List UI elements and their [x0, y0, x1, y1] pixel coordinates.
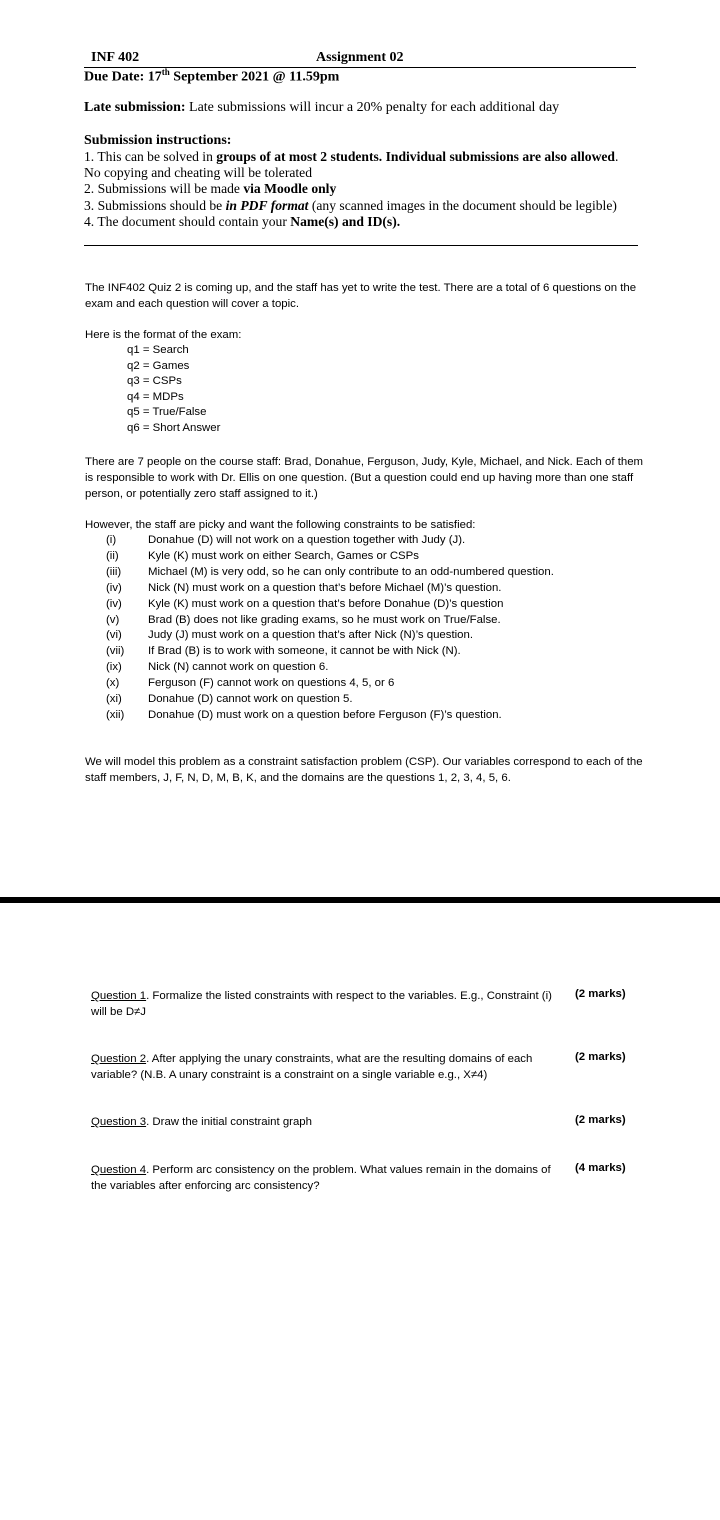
constraint-text: Kyle (K) must work on either Search, Games or CSPs	[148, 549, 419, 562]
section-rule	[84, 245, 638, 246]
constraint-text: Nick (N) cannot work on question 6.	[148, 661, 329, 674]
constraint-item	[106, 628, 554, 644]
constraint-text: Kyle (K) must work on a question that’s before Donahue (D)’s question	[148, 597, 504, 610]
course-code: INF 402	[91, 50, 140, 65]
due-date	[84, 67, 339, 86]
instruction-4-a: 4. The document should contain your	[84, 213, 291, 229]
constraint-number: (i)	[106, 534, 117, 546]
staff-paragraph: There are 7 people on the course staff: Brad, Donahue, Ferguson, Judy, Kyle, Michael, and Nick. Each of them is responsible to work with Dr. Ellis on one question. (But a question could end up having more than one staff person, or potentially zero staff assigned to it.)	[85, 456, 644, 500]
constraint-item	[106, 613, 554, 629]
question-text: . Perform arc consistency on the problem. What values remain in the domains of the variables after enforcing arc consistency?	[91, 1164, 551, 1192]
constraint-item	[106, 597, 554, 613]
late-submission-note	[84, 100, 559, 116]
constraint-text: Ferguson (F) cannot work on questions 4, 5, or 6	[148, 677, 395, 690]
constraint-item	[106, 644, 554, 660]
question-1	[91, 988, 561, 1020]
constraint-number: (xii)	[106, 708, 125, 721]
due-date-sup: th	[161, 67, 170, 77]
instruction-no-copying: No copying and cheating will be tolerated	[84, 165, 313, 181]
question-2-marks: (2 marks)	[575, 1051, 626, 1063]
instruction-1	[84, 149, 640, 165]
question-3-marks: (2 marks)	[575, 1114, 626, 1126]
format-list	[127, 343, 220, 437]
instruction-2-b: via Moodle only	[243, 181, 337, 197]
format-item: q2 = Games	[127, 359, 190, 372]
document-header	[84, 50, 636, 68]
instruction-4	[84, 214, 640, 230]
question-text: . After applying the unary constraints, what are the resulting domains of each variable? (N.B. A unary constraint is a constraint on a single variable e.g., X≠4)	[91, 1053, 533, 1081]
constraint-text: Judy (J) must work on a question that’s after Nick (N)’s question.	[148, 629, 473, 642]
instruction-3-c: (any scanned images in the document should be legible)	[308, 197, 617, 213]
instruction-1-a: 1. This can be solved in	[84, 149, 217, 164]
constraint-item	[106, 660, 554, 676]
question-title: Question 4	[91, 1164, 147, 1176]
constraint-number: (x)	[106, 677, 120, 690]
constraint-number: (iii)	[106, 565, 122, 578]
due-date-suffix: September 2021 @ 11.59pm	[169, 69, 340, 85]
instruction-2-a: 2. Submissions will be made	[84, 181, 244, 197]
model-paragraph: We will model this problem as a constraint satisfaction problem (CSP). Our variables correspond to each of the staff members, J, F, N, D, M, B, K, and the domains are the questions 1, 2, 3, 4, 5, 6.	[85, 756, 643, 784]
constraint-item	[106, 549, 554, 565]
format-item: q6 = Short Answer	[127, 421, 221, 434]
late-submission-label: Late submission:	[84, 100, 186, 115]
constraint-text: Donahue (D) must work on a question before Ferguson (F)’s question.	[148, 708, 502, 721]
instruction-1-b: groups of at most 2 students. Individual submissions are also allowed	[216, 149, 615, 164]
constraint-item	[106, 708, 554, 724]
constraint-item	[106, 676, 554, 692]
constraint-text: Donahue (D) will not work on a question together with Judy (J).	[148, 534, 466, 546]
instruction-3	[84, 198, 640, 214]
intro-paragraph: The INF402 Quiz 2 is coming up, and the staff has yet to write the test. There are a total of 6 questions on the exam and each question will cover a topic.	[85, 282, 637, 310]
constraint-number: (xi)	[106, 693, 122, 706]
instruction-4-b: Name(s) and ID(s).	[290, 213, 401, 229]
constraint-number: (ix)	[106, 661, 122, 674]
format-label: Here is the format of the exam:	[85, 329, 242, 341]
instruction-3-a: 3. Submissions should be	[84, 197, 226, 213]
submission-title: Submission instructions:	[84, 133, 232, 148]
question-4	[91, 1162, 561, 1194]
constraints-list	[106, 533, 554, 724]
constraint-number: (ii)	[106, 549, 119, 562]
constraint-text: If Brad (B) is to work with someone, it cannot be with Nick (N).	[148, 645, 461, 658]
question-3	[91, 1114, 561, 1130]
question-text: . Draw the initial constraint graph	[146, 1116, 312, 1128]
constraint-number: (v)	[106, 613, 120, 626]
assignment-title: Assignment 02	[316, 50, 404, 65]
question-4-marks: (4 marks)	[575, 1162, 626, 1174]
question-text: . Formalize the listed constraints with respect to the variables. E.g., Constraint (i) will be D≠J	[91, 990, 552, 1018]
question-1-marks: (2 marks)	[575, 988, 626, 1000]
late-submission-text: Late submissions will incur a 20% penalty for each additional day	[185, 100, 560, 115]
due-date-prefix: Due Date: 17	[84, 69, 162, 85]
format-item: q5 = True/False	[127, 406, 207, 419]
instruction-2	[84, 181, 640, 197]
constraint-number: (vi)	[106, 629, 122, 642]
constraint-number: (iv)	[106, 581, 122, 594]
question-title: Question 3	[91, 1116, 147, 1128]
question-title: Question 1	[91, 990, 147, 1002]
format-item: q1 = Search	[127, 344, 189, 356]
question-title: Question 2	[91, 1053, 147, 1065]
constraint-item	[106, 533, 554, 549]
constraint-item	[106, 692, 554, 708]
format-item: q4 = MDPs	[127, 390, 184, 403]
constraint-text: Brad (B) does not like grading exams, so he must work on True/False.	[148, 613, 501, 626]
submission-instructions	[84, 149, 640, 230]
constraint-number: (iv)	[106, 597, 122, 610]
constraints-label: However, the staff are picky and want the following constraints to be satisfied:	[85, 519, 476, 531]
instruction-3-b: in PDF format	[225, 197, 309, 213]
constraint-item	[106, 565, 554, 581]
format-item: q3 = CSPs	[127, 375, 182, 388]
constraint-text: Donahue (D) cannot work on question 5.	[148, 693, 353, 706]
constraint-number: (vii)	[106, 645, 125, 658]
constraint-item	[106, 581, 554, 597]
question-2	[91, 1051, 561, 1083]
instruction-1-c: .	[615, 149, 619, 164]
constraint-text: Nick (N) must work on a question that’s before Michael (M)’s question.	[148, 581, 502, 594]
constraint-text: Michael (M) is very odd, so he can only contribute to an odd-numbered question.	[148, 565, 554, 578]
page-divider	[0, 897, 720, 903]
